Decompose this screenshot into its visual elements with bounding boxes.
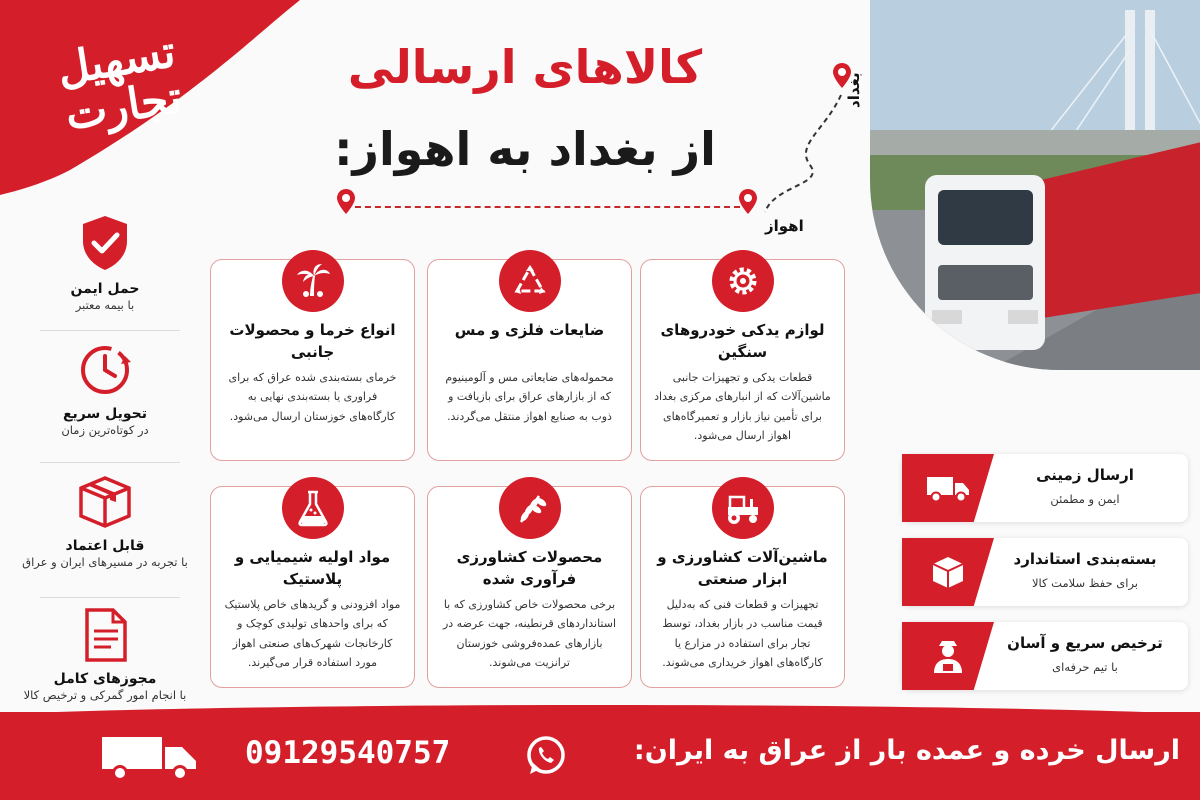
product-card-spare-parts[interactable] bbox=[640, 259, 845, 461]
card-title: مواد اولیه شیمیایی و پلاستیک bbox=[234, 548, 391, 588]
service-land-shipping bbox=[902, 454, 1188, 522]
feature-subtitle: در کوتاه‌ترین زمان bbox=[61, 423, 149, 437]
footer-text: ارسال خرده و عمده بار از عراق به ایران: bbox=[633, 735, 1180, 766]
whatsapp-icon[interactable] bbox=[524, 734, 568, 778]
product-card-agricultural[interactable] bbox=[427, 486, 632, 688]
flask-icon bbox=[282, 477, 344, 539]
service-title: ارسال زمینی bbox=[1036, 466, 1134, 484]
feature-safe-transport bbox=[10, 213, 200, 315]
service-subtitle: ایمن و مطمئن bbox=[1050, 492, 1120, 506]
service-subtitle: برای حفظ سلامت کالا bbox=[1031, 576, 1139, 590]
location-pin-icon bbox=[336, 188, 356, 216]
box-icon bbox=[77, 474, 133, 530]
card-body: تجهیزات و قطعات فنی که به‌دلیل قیمت مناسب در بازار بغداد، توسط تجار برای استفاده در مزارع یا کارگاه‌های اهواز خریداری می‌شوند. bbox=[662, 598, 823, 669]
recycle-icon bbox=[499, 250, 561, 312]
feature-title: حمل ایمن bbox=[70, 281, 140, 297]
route-from-label: بغداد bbox=[845, 72, 863, 108]
gear-icon bbox=[712, 250, 774, 312]
clock-icon bbox=[77, 342, 133, 398]
feature-reliable bbox=[10, 474, 200, 572]
service-standard-packaging bbox=[902, 538, 1188, 606]
customs-officer-icon bbox=[902, 622, 994, 690]
card-title: ضایعات فلزی و مس bbox=[454, 321, 605, 339]
truck-icon bbox=[902, 454, 994, 522]
feature-subtitle: با تجربه در مسیرهای ایران و عراق bbox=[22, 555, 188, 569]
card-body: برخی محصولات خاص کشاورزی که با استانداردهای قرنطینه، جهت عرضه در بازارهای عمده‌فروشی خوزستان ترانزیت می‌شوند. bbox=[442, 598, 617, 669]
card-body: مواد افزودنی و گریدهای خاص پلاستیک که برای واحدهای تولیدی کوچک و کارخانجات شهرک‌های صنعتی اهواز مورد استفاده قرار می‌گیرند. bbox=[224, 598, 401, 669]
card-title: لوازم یدکی خودروهای سنگین bbox=[660, 321, 825, 361]
page-title: کالاهای ارسالی bbox=[347, 40, 703, 94]
truck-icon bbox=[100, 733, 200, 781]
divider bbox=[40, 462, 180, 463]
feature-subtitle: با بیمه معتبر bbox=[75, 298, 135, 312]
feature-title: قابل اعتماد bbox=[65, 538, 145, 554]
service-fast-clearance bbox=[902, 622, 1188, 690]
divider bbox=[40, 597, 180, 598]
feature-title: تحویل سریع bbox=[62, 406, 148, 422]
product-card-dates[interactable] bbox=[210, 259, 415, 461]
route-to-label: اهواز bbox=[765, 217, 804, 235]
product-card-scrap-metal[interactable] bbox=[427, 259, 632, 461]
feature-full-permits bbox=[10, 607, 200, 705]
card-body: قطعات یدکی و تجهیزات جانبی ماشین‌آلات که از انبارهای مرکزی بغداد برای تأمین نیاز بازار و تعمیرگاه‌های اهواز ارسال می‌شود. bbox=[654, 371, 831, 442]
footer-wave bbox=[0, 700, 1200, 714]
feature-subtitle: با انجام امور گمرکی و ترخیص کالا bbox=[23, 688, 187, 702]
service-subtitle: با تیم حرفه‌ای bbox=[1052, 660, 1118, 674]
service-title: ترخیص سریع و آسان bbox=[1007, 634, 1163, 652]
brand-logo[interactable]: تسهیل تجارت bbox=[53, 26, 186, 141]
route-curve bbox=[755, 90, 855, 220]
document-icon bbox=[81, 607, 129, 663]
card-body: خرمای بسته‌بندی شده عراق که برای فراوری یا بسته‌بندی نهایی به کارگاه‌های خوزستان ارسال می‌شود. bbox=[228, 371, 397, 423]
feature-title: مجوزهای کامل bbox=[53, 671, 157, 687]
page-subtitle: از بغداد به اهواز: bbox=[334, 122, 716, 176]
product-card-chemicals[interactable] bbox=[210, 486, 415, 688]
shield-check-icon bbox=[77, 213, 133, 273]
package-icon bbox=[902, 538, 994, 606]
palm-tree-icon bbox=[282, 250, 344, 312]
truck-photo bbox=[870, 0, 1200, 370]
card-body: محموله‌های ضایعاتی مس و آلومینیوم که از بازارهای عراق برای بازیافت و ذوب به صنایع اهواز منتقل می‌گردند. bbox=[445, 371, 614, 423]
product-card-machinery[interactable] bbox=[640, 486, 845, 688]
feature-fast-delivery bbox=[10, 342, 200, 440]
card-title: محصولات کشاورزی فرآوری شده bbox=[456, 548, 603, 588]
divider bbox=[40, 330, 180, 331]
phone-number[interactable]: 09129540757 bbox=[245, 735, 451, 771]
card-title: ماشین‌آلات کشاورزی و ابزار صنعتی bbox=[657, 548, 828, 588]
card-title: انواع خرما و محصولات جانبی bbox=[229, 321, 396, 361]
wheat-icon bbox=[499, 477, 561, 539]
tractor-icon bbox=[712, 477, 774, 539]
service-title: بسته‌بندی استاندارد bbox=[1013, 550, 1157, 568]
route-line bbox=[345, 206, 750, 208]
